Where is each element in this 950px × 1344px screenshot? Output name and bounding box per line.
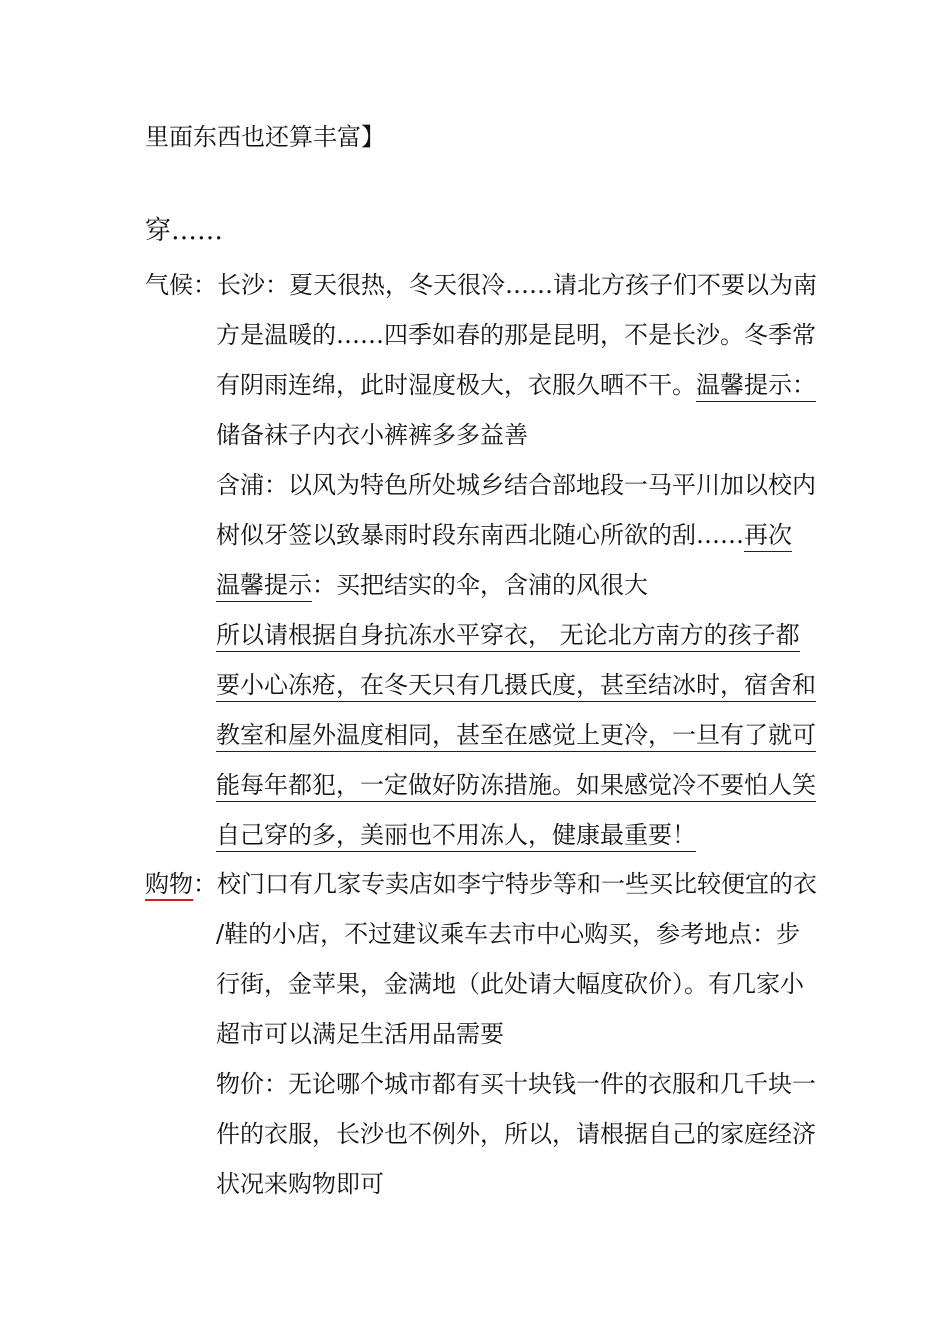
warm-tip-label-2: 温馨提示 [216, 571, 312, 602]
warning-line-4 [216, 770, 816, 800]
changsha-text: 有阴雨连绵，此时湿度极大，衣服久晒不干。 [216, 371, 696, 399]
hanpu-text: 树似牙签以致暴雨时段东南西北随心所欲的刮…… [216, 521, 744, 549]
hanpu-line-3 [216, 570, 648, 600]
warning-text: 要小心冻疮，在冬天只有几摄氏度，甚至结冰时，宿舍和 [216, 671, 816, 702]
changsha-line-4: 储备袜子内衣小裤裤多多益善 [216, 421, 528, 449]
changsha-line-3 [216, 370, 816, 400]
shopping-line-3: 行街，金苹果，金满地（此处请大幅度砍价）。有几家小 [216, 970, 804, 998]
warning-line-1 [216, 620, 800, 650]
shopping-colon: ： [193, 870, 217, 898]
warning-line-2 [216, 670, 816, 700]
section-title: 穿…… [145, 216, 224, 246]
warning-text: 能每年都犯，一定做好防冻措施。如果感觉冷不要怕人笑 [216, 771, 816, 802]
again-tip-label: 再次 [744, 521, 792, 552]
climate-paragraph-line-1 [145, 270, 817, 300]
warning-text: 所以请根据自身抗冻水平穿衣， 无论北方南方的孩子都 [216, 621, 800, 652]
shopping-label: 购物 [145, 870, 193, 901]
shopping-line-4: 超市可以满足生活用品需要 [216, 1020, 504, 1048]
warm-tip-label: 温馨提示： [696, 371, 816, 402]
warning-line-3 [216, 720, 816, 750]
continued-line: 里面东西也还算丰富】 [145, 123, 385, 151]
price-line-2: 件的衣服，长沙也不例外，所以，请根据自己的家庭经济 [216, 1120, 816, 1148]
hanpu-text: ：买把结实的伞，含浦的风很大 [312, 571, 648, 599]
climate-label: 气候： [145, 271, 217, 299]
warning-line-5 [216, 820, 696, 850]
price-line-1: 物价：无论哪个城市都有买十块钱一件的衣服和几千块一 [216, 1070, 816, 1098]
hanpu-line-2 [216, 520, 792, 550]
warning-text: 教室和屋外温度相同，甚至在感觉上更冷，一旦有了就可 [216, 721, 816, 752]
shopping-line-2: /鞋的小店，不过建议乘车去市中心购买，参考地点：步 [216, 920, 801, 948]
shopping-text: 校门口有几家专卖店如李宁特步等和一些买比较便宜的衣 [217, 870, 817, 898]
warning-text: 自己穿的多，美丽也不用冻人，健康最重要！ [216, 821, 696, 852]
changsha-line-2: 方是温暖的……四季如春的那是昆明，不是长沙。冬季常 [216, 321, 816, 349]
hanpu-line-1: 含浦：以风为特色所处城乡结合部地段一马平川加以校内 [216, 471, 816, 499]
shopping-line-1 [145, 869, 817, 899]
price-line-3: 状况来购物即可 [216, 1170, 384, 1198]
changsha-text: 长沙：夏天很热，冬天很冷……请北方孩子们不要以为南 [217, 271, 817, 299]
